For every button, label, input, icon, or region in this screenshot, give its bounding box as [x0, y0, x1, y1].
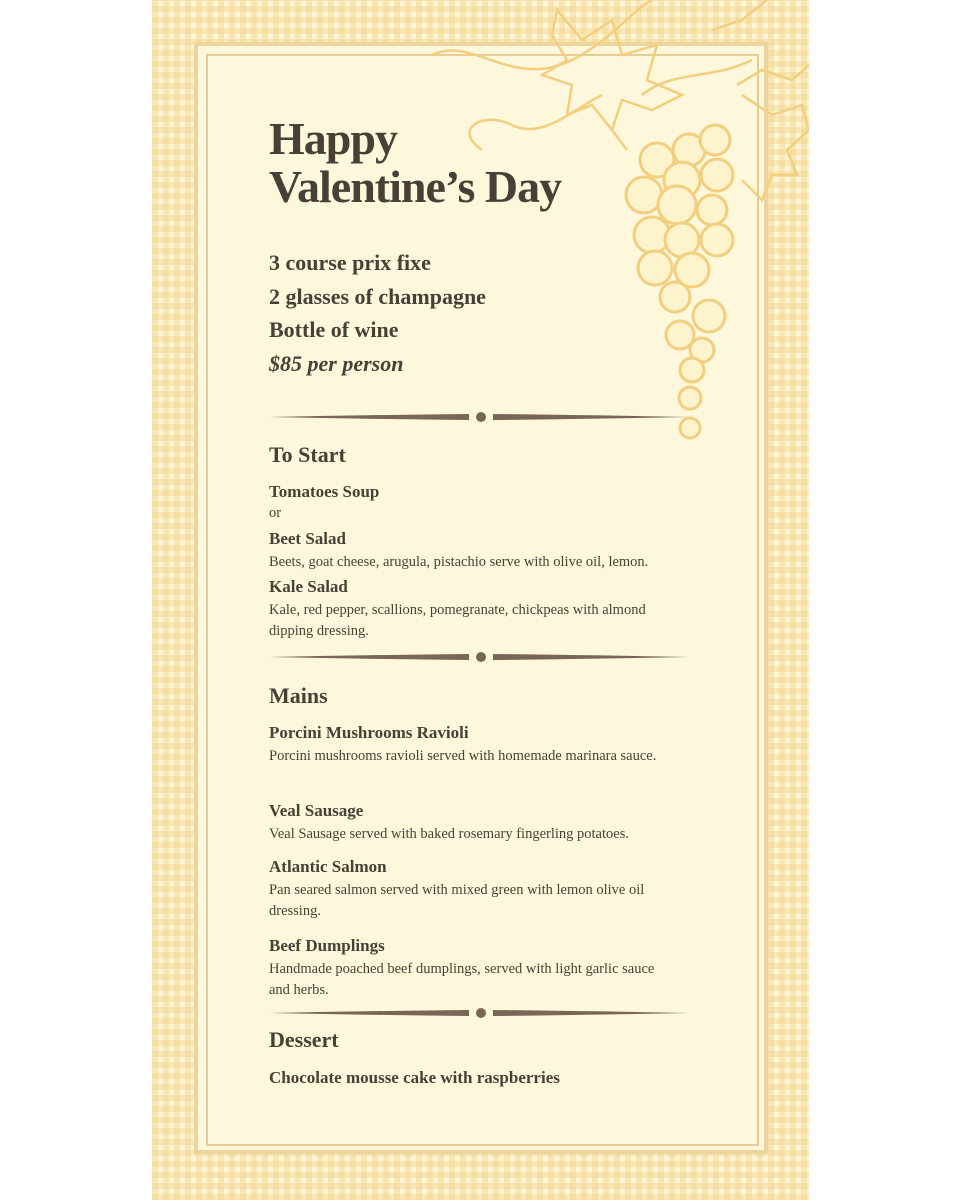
prix-fixe-offer	[269, 246, 486, 380]
menu-item-name: Atlantic Salmon	[269, 857, 387, 876]
title-line-2: Valentine’s Day	[269, 161, 562, 212]
menu-page	[152, 0, 809, 1200]
ornamental-divider	[269, 411, 689, 423]
or-separator: or	[269, 505, 282, 521]
offer-line-2: 2 glasses of champagne	[269, 283, 486, 309]
ornamental-divider	[269, 651, 689, 663]
section-title-mains: Mains	[269, 683, 328, 708]
menu-item-description: Beets, goat cheese, arugula, pistachio serve with olive oil, lemon.	[269, 554, 649, 570]
menu-item-name: Porcini Mushrooms Ravioli	[269, 723, 469, 742]
menu-item-name: Beet Salad	[269, 529, 346, 548]
ornamental-divider	[269, 1007, 689, 1019]
offer-price: $85 per person	[269, 350, 404, 376]
section-title-to-start: To Start	[269, 442, 346, 467]
offer-line-1: 3 course prix fixe	[269, 250, 431, 275]
section-title-dessert: Dessert	[269, 1027, 339, 1052]
page-title	[269, 115, 689, 211]
menu-item-name: Chocolate mousse cake with raspberries	[269, 1068, 560, 1087]
menu-item-name: Veal Sausage	[269, 801, 364, 820]
menu-item-name: Beef Dumplings	[269, 936, 385, 955]
title-line-1: Happy	[269, 113, 397, 164]
menu-item-name: Kale Salad	[269, 577, 348, 596]
offer-line-3: Bottle of wine	[269, 317, 399, 342]
menu-item-description: Veal Sausage served with baked rosemary fingerling potatoes.	[269, 826, 629, 842]
menu-item-name: Tomatoes Soup	[269, 482, 380, 501]
menu-item-description: Kale, red pepper, scallions, pomegranate, chickpeas with almond dipping dressing.	[269, 602, 646, 639]
grape-vine-icon	[152, 0, 809, 460]
menu-item-description: Porcini mushrooms ravioli served with homemade marinara sauce.	[269, 748, 657, 764]
menu-item-description: Handmade poached beef dumplings, served with light garlic sauce and herbs.	[269, 961, 655, 998]
menu-item-description: Pan seared salmon served with mixed green with lemon olive oil dressing.	[269, 882, 645, 919]
